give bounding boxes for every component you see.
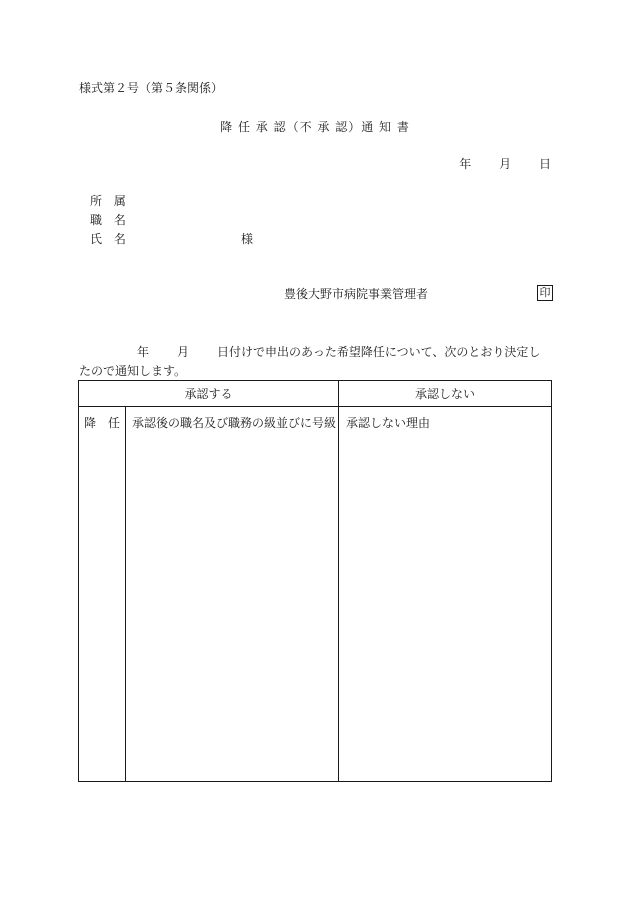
name-label: 氏 名 bbox=[90, 232, 130, 246]
issue-date bbox=[437, 158, 551, 170]
approve-detail-label: 承認後の職名及び職務の級並びに号級 bbox=[132, 416, 337, 430]
date-day: 日 bbox=[538, 157, 551, 171]
body-text: 日付けで申出のあった希望降任について、次のとおり決定したので通知します。 bbox=[79, 345, 541, 378]
body-month: 月 bbox=[177, 345, 190, 359]
body-year: 年 bbox=[137, 345, 150, 359]
notice-body bbox=[79, 343, 552, 381]
job-title-label: 職 名 bbox=[90, 213, 130, 227]
header-divider bbox=[79, 406, 551, 407]
seal-stamp: 印 bbox=[537, 285, 553, 301]
honorific: 様 bbox=[241, 232, 254, 246]
affiliation-label: 所 属 bbox=[90, 194, 130, 208]
decision-table bbox=[78, 380, 552, 782]
approve-header: 承認する bbox=[184, 387, 233, 401]
date-year: 年 bbox=[459, 157, 472, 171]
form-number: 様式第２号（第５条関係） bbox=[79, 81, 224, 95]
row-label-divider bbox=[125, 407, 126, 781]
issuer-name: 豊後大野市病院事業管理者 bbox=[284, 287, 429, 301]
demotion-row-label: 降 任 bbox=[84, 416, 121, 430]
document-title: 降 任 承 認（不 承 認）通 知 書 bbox=[220, 120, 410, 134]
column-divider bbox=[338, 381, 339, 781]
reject-header: 承認しない bbox=[414, 387, 475, 401]
date-month: 月 bbox=[499, 157, 512, 171]
reject-reason-label: 承認しない理由 bbox=[346, 416, 431, 430]
